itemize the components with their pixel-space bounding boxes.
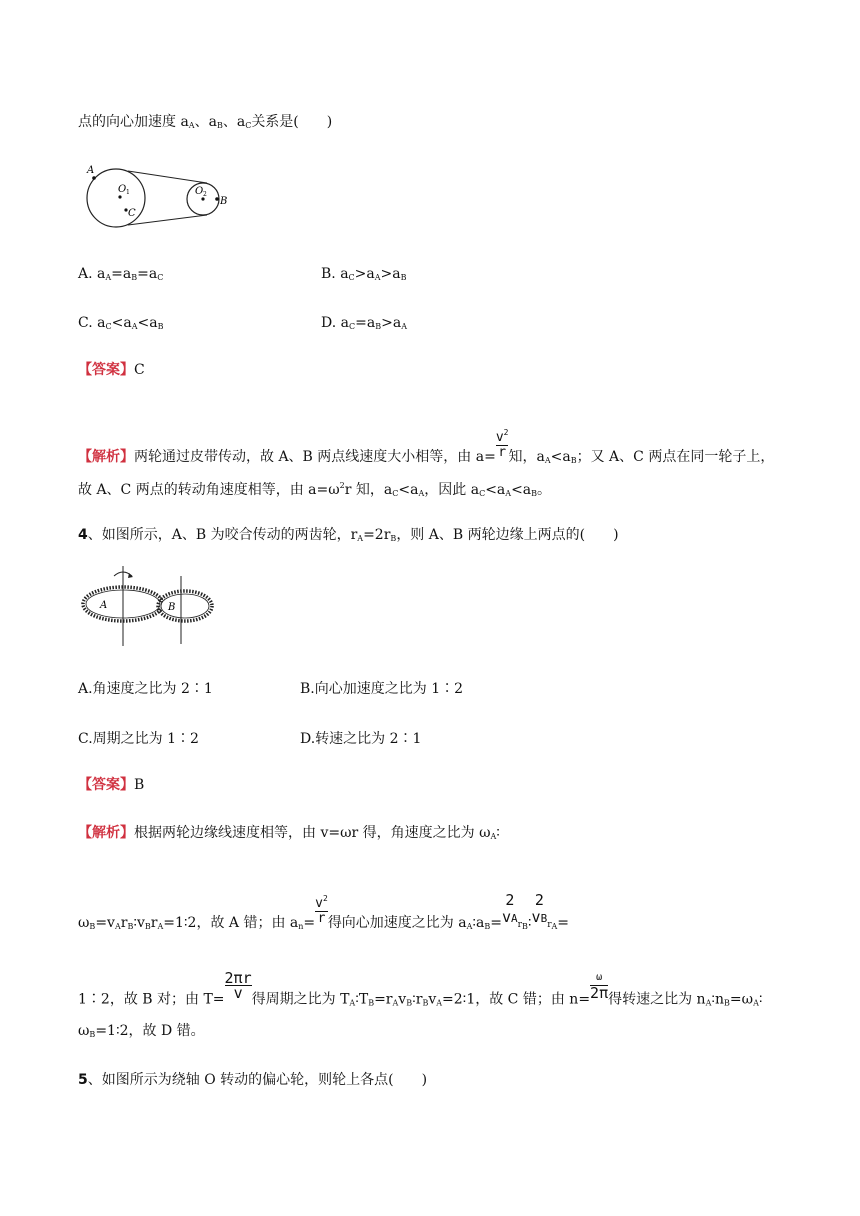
gear-label-A: A <box>100 600 108 611</box>
label-B: B <box>220 196 228 207</box>
q4-analysis-line1: 【解析】根据两轮边缘线速度相等，由 v=ωr 得，角速度之比为 $\omega_A∶$ <box>78 825 500 841</box>
q4-analysis-line3: 1∶2，故 B 对；由 T= $\frac{2\pi r}{v}$ 得周期之比为 $T_A∶T_B=r_Av_B∶r_Bv_A=2∶1$，故 C 错；由 n= $\frac{\omega}{2\pi}$ 得转速之比为 $n_A∶n_B=\omega_A∶$ <box>78 969 763 1008</box>
q3-option-b[interactable]: B. $a_C>a_A>a_B$ <box>321 266 407 282</box>
q4-option-c[interactable]: C.周期之比为 1∶2 <box>78 731 199 747</box>
q3-option-d[interactable]: D. $a_C=a_B>a_A$ <box>321 315 407 331</box>
q4-stem: 4、如图所示，A、B 为咬合传动的两齿轮，$r_A=2r_B$，则 A、B 两轮边缘上两点的( ) <box>78 527 619 543</box>
svg-text:1: 1 <box>126 189 130 196</box>
q3-answer: 【答案】C <box>78 362 145 378</box>
q4-answer: 【答案】B <box>78 777 145 793</box>
q3-stem: 点的向心加速度 $a_A$、$a_B$、$a_C$关系是( ) <box>78 114 333 130</box>
belt-pulley-figure <box>82 160 242 235</box>
q5-stem: 5、如图所示为绕轴 O 转动的偏心轮，则轮上各点( ) <box>78 1072 428 1088</box>
q3-analysis-line2: 故 A、C 两点的转动角速度相等，由 $a=\omega^2r$ 知，$a_C<a_A$，因此 $a_C<a_A<a_B$。 <box>78 481 552 498</box>
label-O2: O <box>195 186 204 197</box>
q3-option-c[interactable]: C. $a_C<a_A<a_B$ <box>78 315 164 331</box>
gear-label-B: B <box>168 602 176 613</box>
q4-option-a[interactable]: A.角速度之比为 2∶1 <box>78 681 213 697</box>
q3-option-a[interactable]: A. $a_A=a_B=a_C$ <box>78 266 164 282</box>
q4-option-b[interactable]: B.向心加速度之比为 1∶2 <box>300 681 464 697</box>
q3-analysis-line1: 【解析】两轮通过皮带传动，故 A、B 两点线速度大小相等，由 a= $\frac{v^2}{r}$ 知，$a_A<a_B$；又 A、C 两点在同一轮子上， <box>78 428 775 465</box>
svg-text:2: 2 <box>203 191 207 198</box>
label-O1: O <box>118 184 127 195</box>
label-C: C <box>128 208 136 219</box>
q4-option-d[interactable]: D.转速之比为 2∶1 <box>300 731 422 747</box>
q4-analysis-line4: $\omega_B=1∶2$，故 D 错。 <box>78 1023 205 1039</box>
label-A: A <box>87 165 95 176</box>
q4-analysis-line2: $\omega_B=v_Ar_B∶v_Br_A=1∶2$，故 A 错；由 $a_n=$ $\frac{v^2}{r}$ 得向心加速度之比为 $a_A∶a_B=$ 2 vAr$_B$∶ 2 vBr$_A$= <box>78 891 570 931</box>
gear-figure <box>78 566 218 646</box>
